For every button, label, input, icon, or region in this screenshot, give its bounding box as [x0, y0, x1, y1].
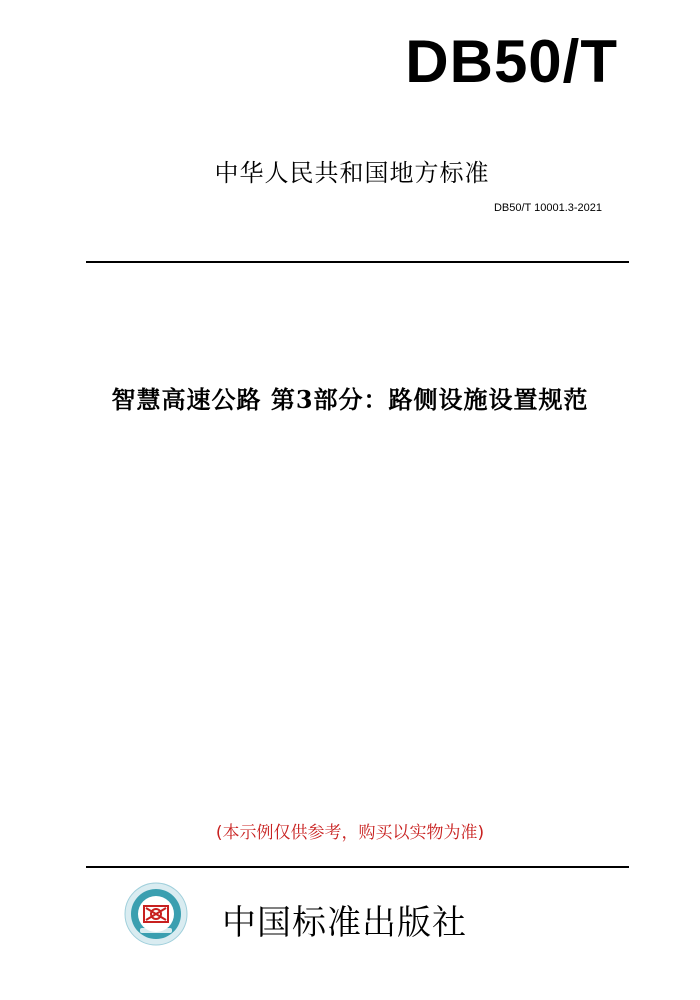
standard-type-heading: 中华人民共和国地方标准: [214, 159, 490, 187]
top-divider: [86, 261, 629, 263]
standard-number: DB50/T 10001.3-2021: [493, 202, 602, 214]
code-mark: DB50/T: [405, 28, 618, 95]
publisher-seal-icon: [124, 882, 188, 946]
publisher-name: 中国标准出版社: [222, 903, 467, 943]
bottom-divider: [86, 866, 629, 868]
document-title: 智慧高速公路 第3部分：路侧设施设置规范: [111, 385, 589, 414]
sample-notice: (本示例仅供参考，购买以实物为准): [215, 823, 485, 843]
